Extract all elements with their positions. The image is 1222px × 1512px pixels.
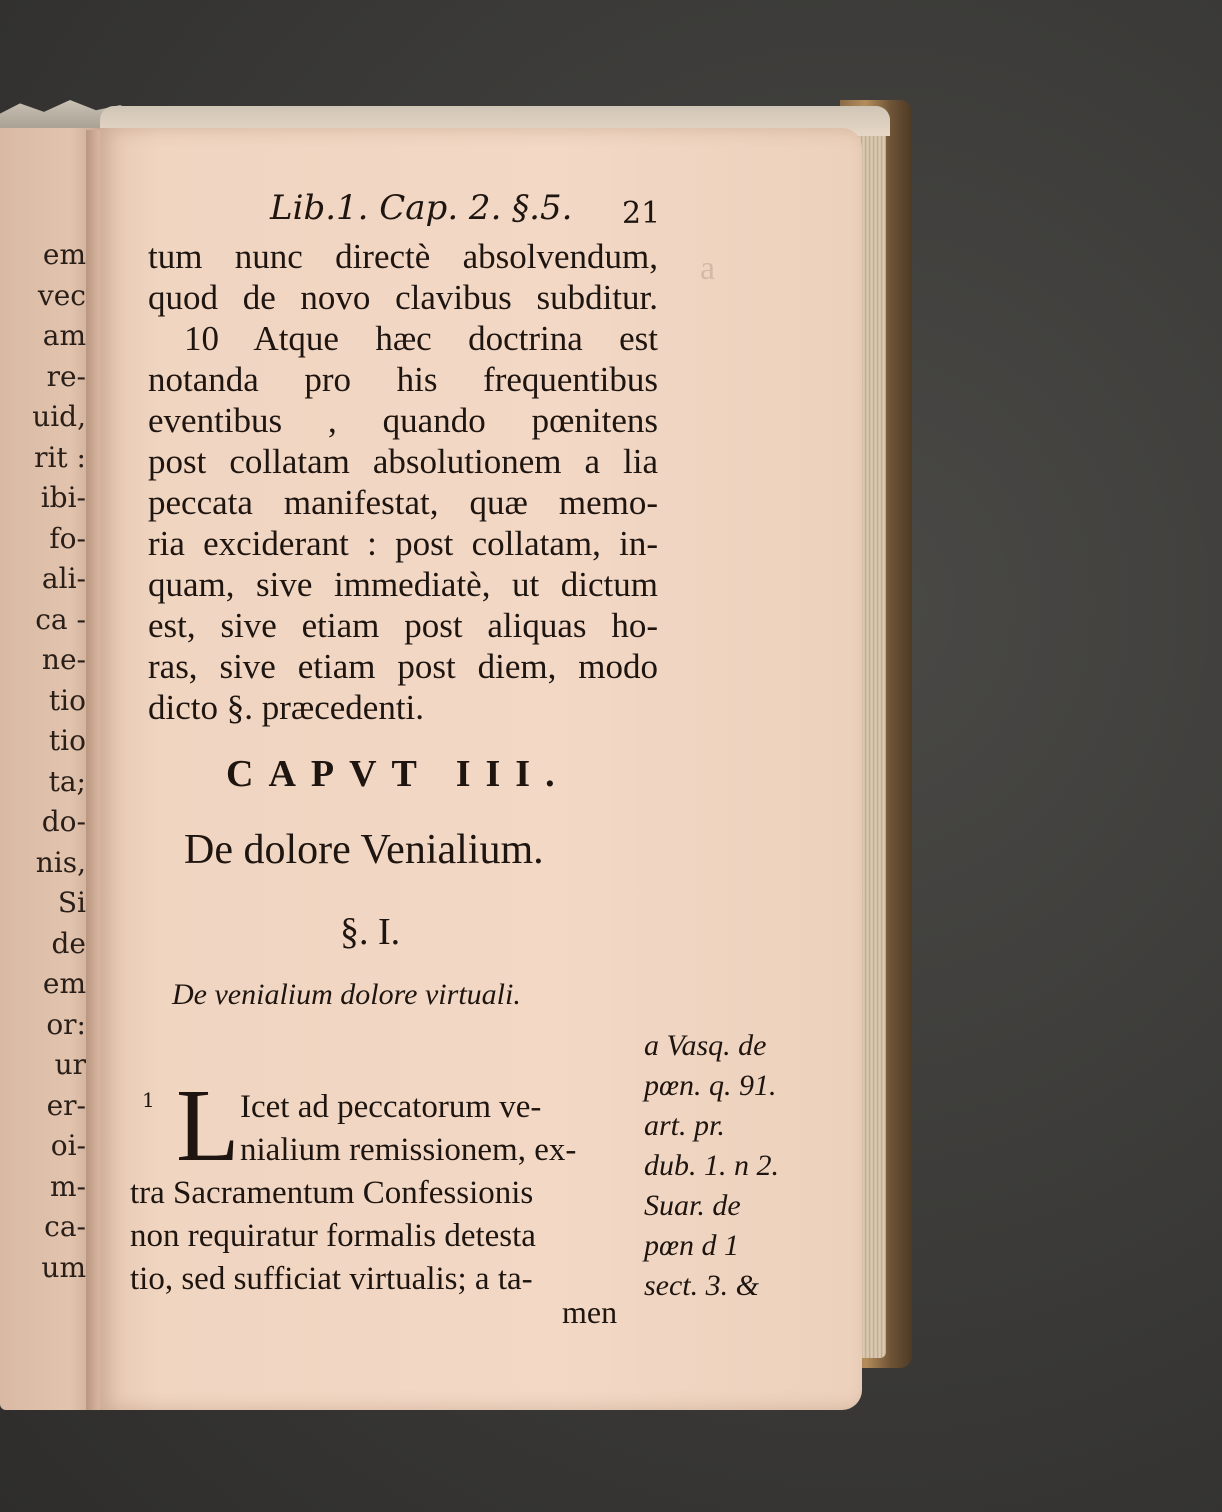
left-page-fragment: tio — [48, 683, 86, 717]
left-page-fragment: ta; — [48, 764, 86, 798]
text-line: Icet ad peccatorum ve- — [240, 1089, 542, 1125]
text-line: nialium remissionem, ex- — [240, 1132, 577, 1168]
left-page-fragment: re- — [46, 359, 86, 393]
left-page-fragment: em — [42, 967, 86, 1000]
text-line: notanda pro his frequentibus — [148, 360, 658, 399]
text-line: ras, sive etiam post diem, modo — [148, 647, 658, 686]
catchword: men — [562, 1294, 618, 1330]
marginal-note — [644, 1026, 814, 1306]
marginal-line: dub. 1. n 2. — [644, 1149, 779, 1182]
left-page-fragment: vec — [37, 278, 86, 312]
left-page-fragment: em — [42, 238, 86, 271]
chapter-heading: CAPVT III. — [226, 753, 570, 795]
drop-cap: L — [176, 1068, 240, 1183]
text-line: tio, sed sufficiat virtualis; a ta- — [130, 1261, 533, 1297]
section-mark: §. I. — [340, 911, 401, 953]
page-number: 21 — [622, 196, 661, 231]
text-line: ria exciderant : post collatam, in- — [148, 524, 658, 563]
marginal-line: pœn d 1 — [644, 1229, 740, 1262]
text-line: est, sive etiam post aliquas ho- — [148, 606, 658, 645]
text-line: dicto §. præcedenti. — [148, 688, 425, 727]
text-line: 10 Atque hæc doctrina est — [184, 319, 658, 358]
running-head: Lib.1. Cap. 2. §.5. — [270, 188, 573, 228]
left-page-fragment: ibi- — [40, 481, 86, 514]
left-page-fragment: Si — [57, 886, 86, 919]
left-page-fragment: m- — [49, 1169, 86, 1203]
section-title: De venialium dolore virtuali. — [172, 978, 521, 1011]
left-page-fragment: am — [42, 319, 86, 352]
body-text — [148, 236, 658, 728]
marginal-line: Suar. de — [644, 1189, 741, 1222]
marginal-line: a Vasq. de — [644, 1029, 767, 1062]
marginal-line: pœn. q. 91. — [644, 1069, 777, 1102]
bleed-through: a — [700, 250, 716, 287]
text-line: quod de novo clavibus subditur. — [148, 278, 658, 317]
left-page-fragment: do- — [41, 805, 86, 838]
left-page-fragment: ca- — [44, 1210, 86, 1243]
marginal-line: sect. 3. & — [644, 1269, 759, 1302]
text-line: quam, sive immediatè, ut dictum — [148, 565, 658, 604]
left-page-fragment: ca - — [35, 602, 86, 636]
left-page-fragment: tio — [48, 724, 86, 757]
text-line: tum nunc directè absolvendum, — [148, 237, 658, 276]
left-page-fragment: ali- — [41, 562, 86, 595]
text-line: post collatam absolutionem a lia — [148, 442, 658, 481]
left-page-fragment: or: — [46, 1007, 86, 1041]
left-page-fragment: fo- — [49, 521, 86, 555]
left-page-fragment: um — [41, 1250, 86, 1284]
left-page-fragment: oi- — [50, 1129, 86, 1162]
left-page-fragment: er- — [46, 1088, 86, 1122]
text-line: eventibus , quando pœnitens — [148, 401, 658, 440]
text-line: tra Sacramentum Confessionis — [130, 1175, 534, 1211]
marginal-line: art. pr. — [644, 1109, 725, 1142]
left-page-fragment: de — [51, 926, 86, 960]
text-line: non requiratur formalis detesta — [130, 1218, 536, 1254]
text-line: peccata manifestat, quæ memo- — [148, 483, 658, 522]
left-page-fragment: ne- — [41, 643, 86, 676]
left-page — [0, 128, 100, 1410]
chapter-title: De dolore Venialium. — [184, 827, 544, 873]
paragraph-text — [130, 1086, 642, 1301]
left-page-fragment: rit : — [34, 440, 86, 474]
left-page-fragment: ur — [54, 1048, 86, 1081]
left-page-fragment: uid, — [32, 400, 86, 433]
left-page-fragment: nis, — [35, 845, 86, 879]
paragraph-number: 1 — [142, 1088, 155, 1112]
